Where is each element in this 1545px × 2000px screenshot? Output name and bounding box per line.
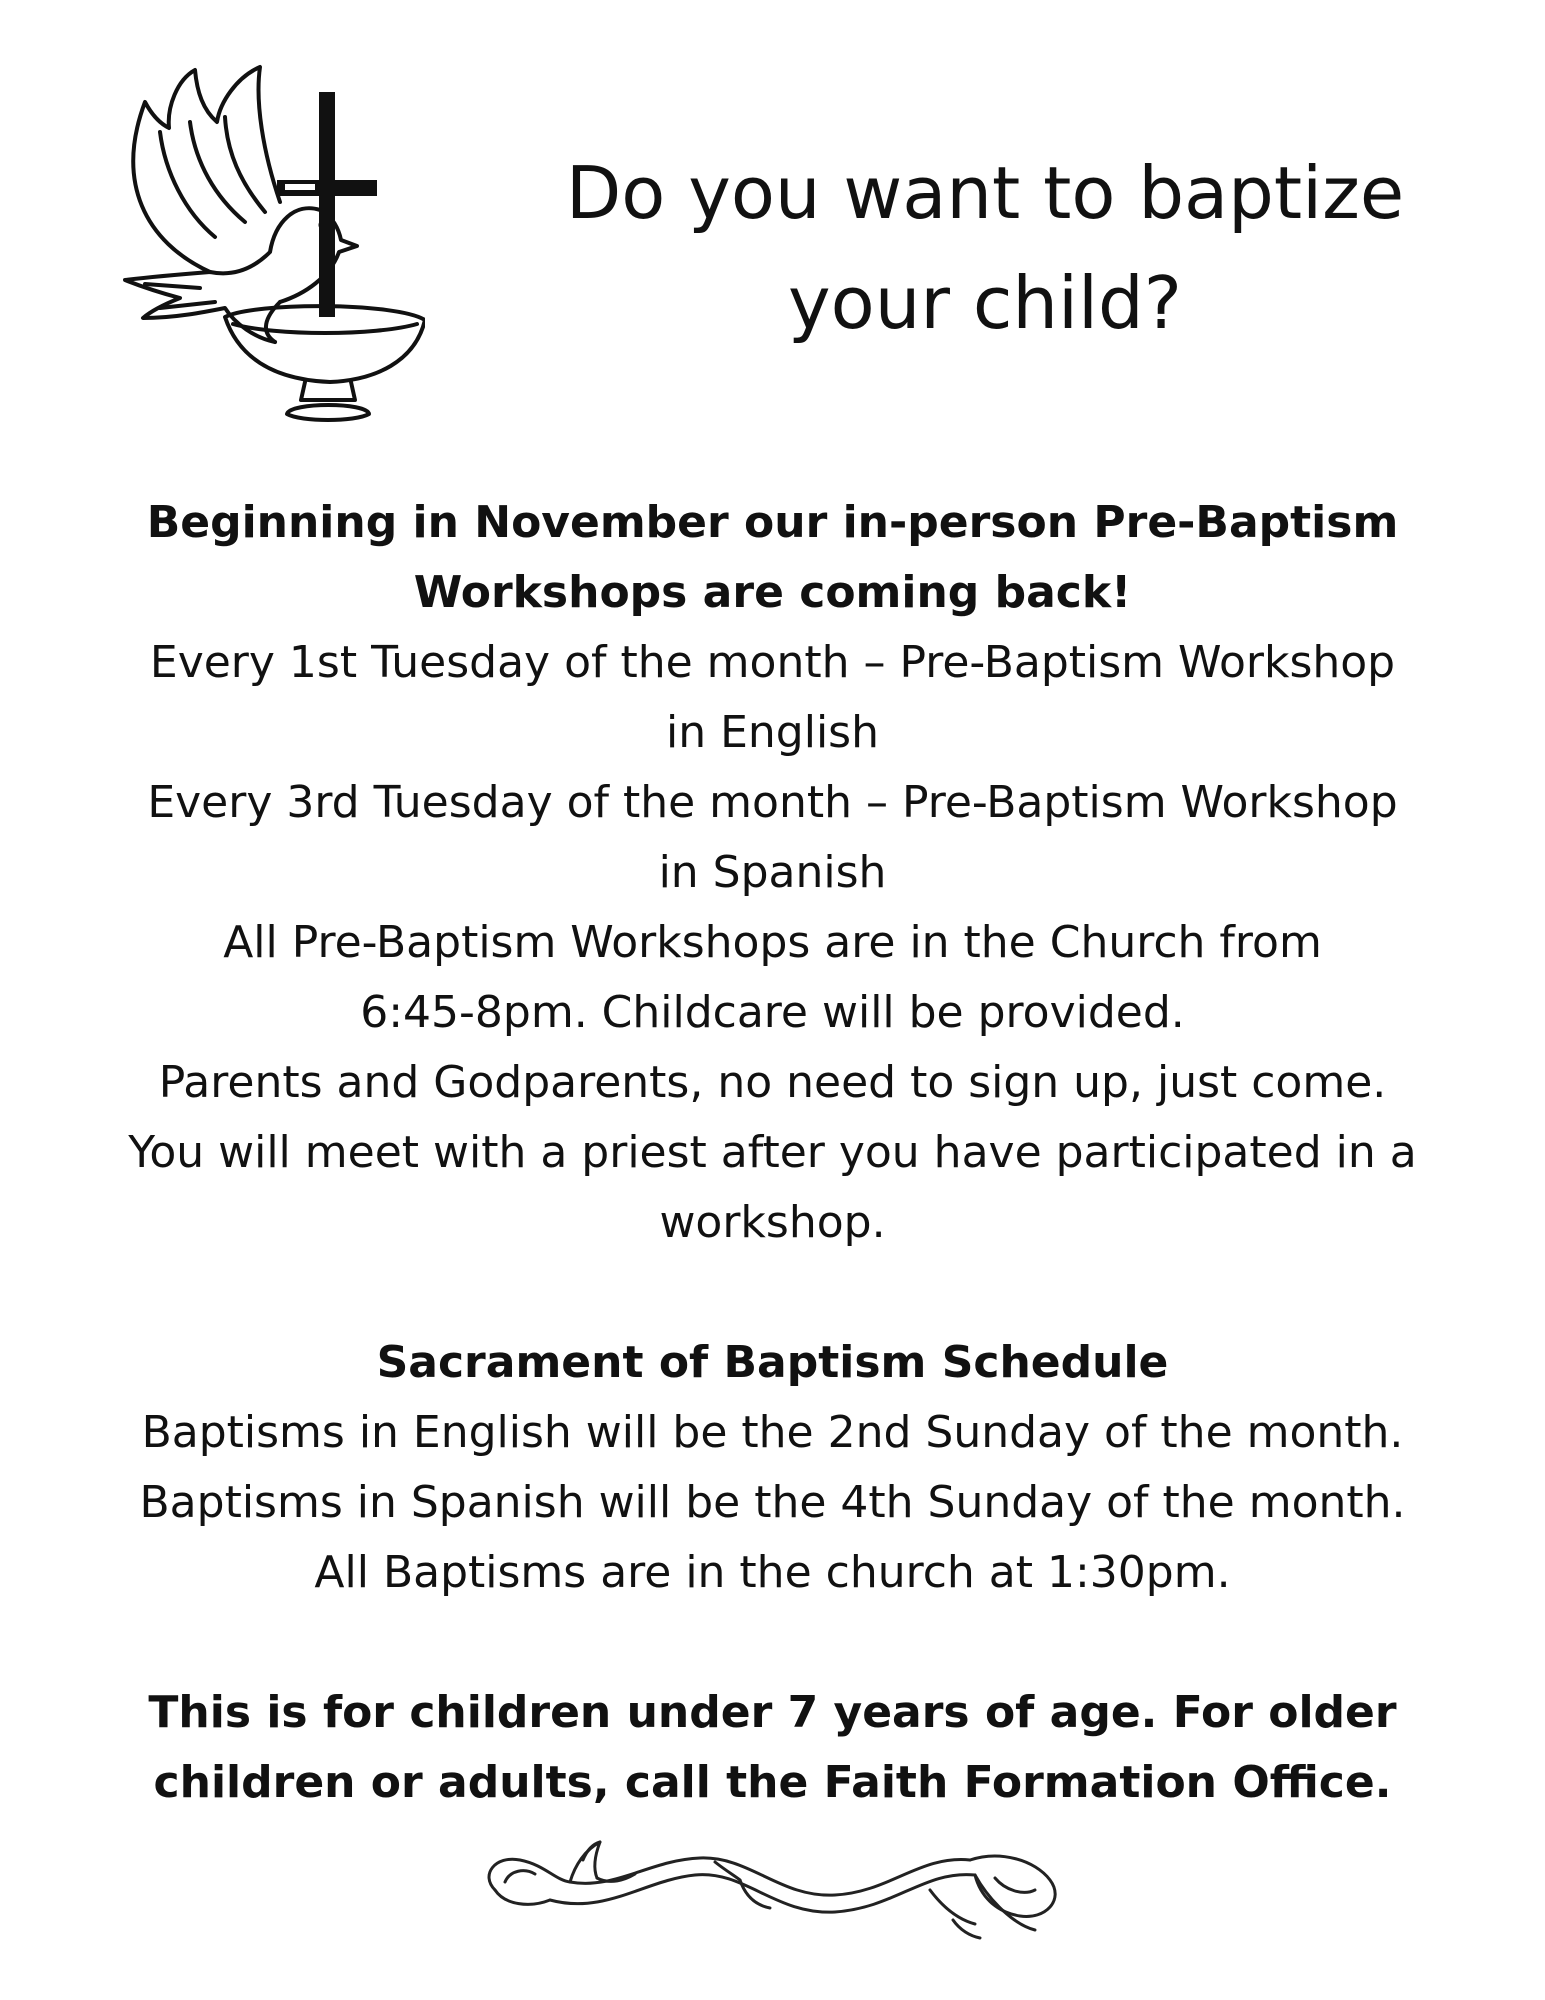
dove-cross-font-icon	[105, 62, 425, 422]
schedule-line: Baptisms in English will be the 2nd Sunday of the month.	[141, 1407, 1404, 1458]
workshop-line: Parents and Godparents, no need to sign up, just come.	[158, 1057, 1387, 1108]
title-line-1: Do you want to baptize	[565, 151, 1405, 235]
workshops-heading-line-2: Workshops are coming back!	[413, 567, 1132, 618]
schedule-line: Baptisms in Spanish will be the 4th Sunday of the month.	[139, 1477, 1406, 1528]
workshop-line: All Pre-Baptism Workshops are in the Church from	[223, 917, 1322, 968]
workshops-section	[40, 488, 1505, 1258]
schedule-section	[40, 1328, 1505, 1608]
workshop-line: 6:45-8pm. Childcare will be provided.	[360, 987, 1185, 1038]
workshop-line: Every 3rd Tuesday of the month – Pre-Baptism Workshop	[147, 777, 1398, 828]
flyer-body	[40, 488, 1505, 1818]
workshop-line: You will meet with a priest after you have participated in a	[128, 1127, 1417, 1178]
ribbon-scroll-icon	[475, 1820, 1075, 1950]
schedule-heading: Sacrament of Baptism Schedule	[376, 1337, 1169, 1388]
title-line-2: your child?	[788, 261, 1182, 345]
schedule-line: All Baptisms are in the church at 1:30pm.	[314, 1547, 1231, 1598]
section-spacer	[40, 1258, 1505, 1328]
workshop-line: Every 1st Tuesday of the month – Pre-Baptism Workshop	[149, 637, 1396, 688]
workshops-heading-line-1: Beginning in November our in-person Pre-Baptism	[146, 497, 1399, 548]
workshop-line: in English	[666, 707, 879, 758]
section-spacer	[40, 1608, 1505, 1678]
age-note	[40, 1678, 1505, 1818]
page-title	[500, 138, 1470, 358]
age-note-line-1: This is for children under 7 years of age. For older	[148, 1687, 1397, 1738]
age-note-line-2: children or adults, call the Faith Formation Office.	[153, 1757, 1392, 1808]
workshop-line: in Spanish	[658, 847, 887, 898]
workshop-line: workshop.	[659, 1197, 886, 1248]
